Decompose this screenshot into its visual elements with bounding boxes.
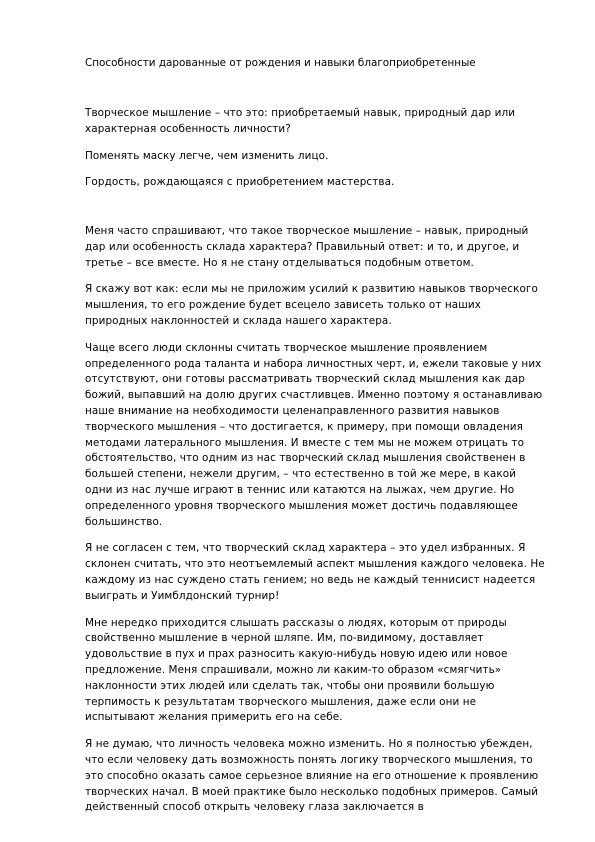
body-paragraph-2: Я скажу вот как: если мы не приложим усилий к развитию навыков творческого мышления, то его рождение будет всецело зависеть только от наших природных наклонностей и склада нашего характера. [85,283,538,327]
intro-question: Творческое мышление – что это: приобретаемый навык, природный дар или характерная особенность личности? [85,107,516,135]
body-paragraph-6: Я не думаю, что личность человека можно изменить. Но я полностью убежден, что если человеку дать возможность понять логику творческого мышления, то это способно оказать самое серьезное влияние на его отношение к проявлению творческих начал. В моей практике было несколько подобных примеров. Самый действенный способ открыть человеку глаза заключается в [85,738,539,814]
body-paragraph-3: Чаще всего люди склонны считать творческое мышление проявлением определенного рода таланта и набора личностных черт, и, ежели таковые у них отсутствуют, они готовы рассматривать творческий склад мышления как дар божий, выпавший на долю других счастливцев. Именно поэтому я останавливаю наше внимание на необходимости целенаправленного развития навыков творческого мышления – что достигается, к примеру, при помощи овладения методами латерального мышления. И вместе с тем мы не можем отрицать то обстоятельство, что одним из нас творческий склад мышления свойственен в большей степени, нежели другим, – что естественно в той же мере, в какой одни из нас лучше играют в теннис или катаются на лыжах, чем другие. Но определенного уровня творческого мышления может достичь подавляющее большинство. [85,341,543,528]
body-paragraph-4: Я не согласен с тем, что творческий склад характера – это удел избранных. Я склонен считать, что это неотъемлемый аспект мышления каждого человека. Не каждому из нас суждено стать гением; но ведь не каждый теннисист надеется выиграть и Уимблдонский турнир! [85,542,545,602]
intro-epigraph-1: Поменять маску легче, чем изменить лицо. [85,149,329,162]
body-paragraph-1: Меня часто спрашивают, что такое творческое мышление – навык, природный дар или особенность склада характера? Правильный ответ: и то, и другое, и третье – все вместе. Но я не стану отделываться подобным ответом. [85,225,529,269]
intro-block [85,106,545,202]
body-paragraph-5: Мне нередко приходится слышать рассказы о людях, которым от природы свойственно мышление в черной шляпе. Им, по-видимому, доставляет удовольствие в пух и прах разносить какую-нибудь новую идею или новое предложение. Меня спрашивали, можно ли каким-то образом «смягчить» наклонности этих людей или сделать так, чтобы они проявили большую терпимость к результатам творческого мышления, даже если они не испытывают желания примерить его на себе. [85,616,508,724]
body-text [85,224,545,827]
document-title: Способности дарованные от рождения и навыки благоприобретенные [85,57,476,69]
intro-epigraph-2: Гордость, рождающаяся с приобретением мастерства. [85,176,395,189]
